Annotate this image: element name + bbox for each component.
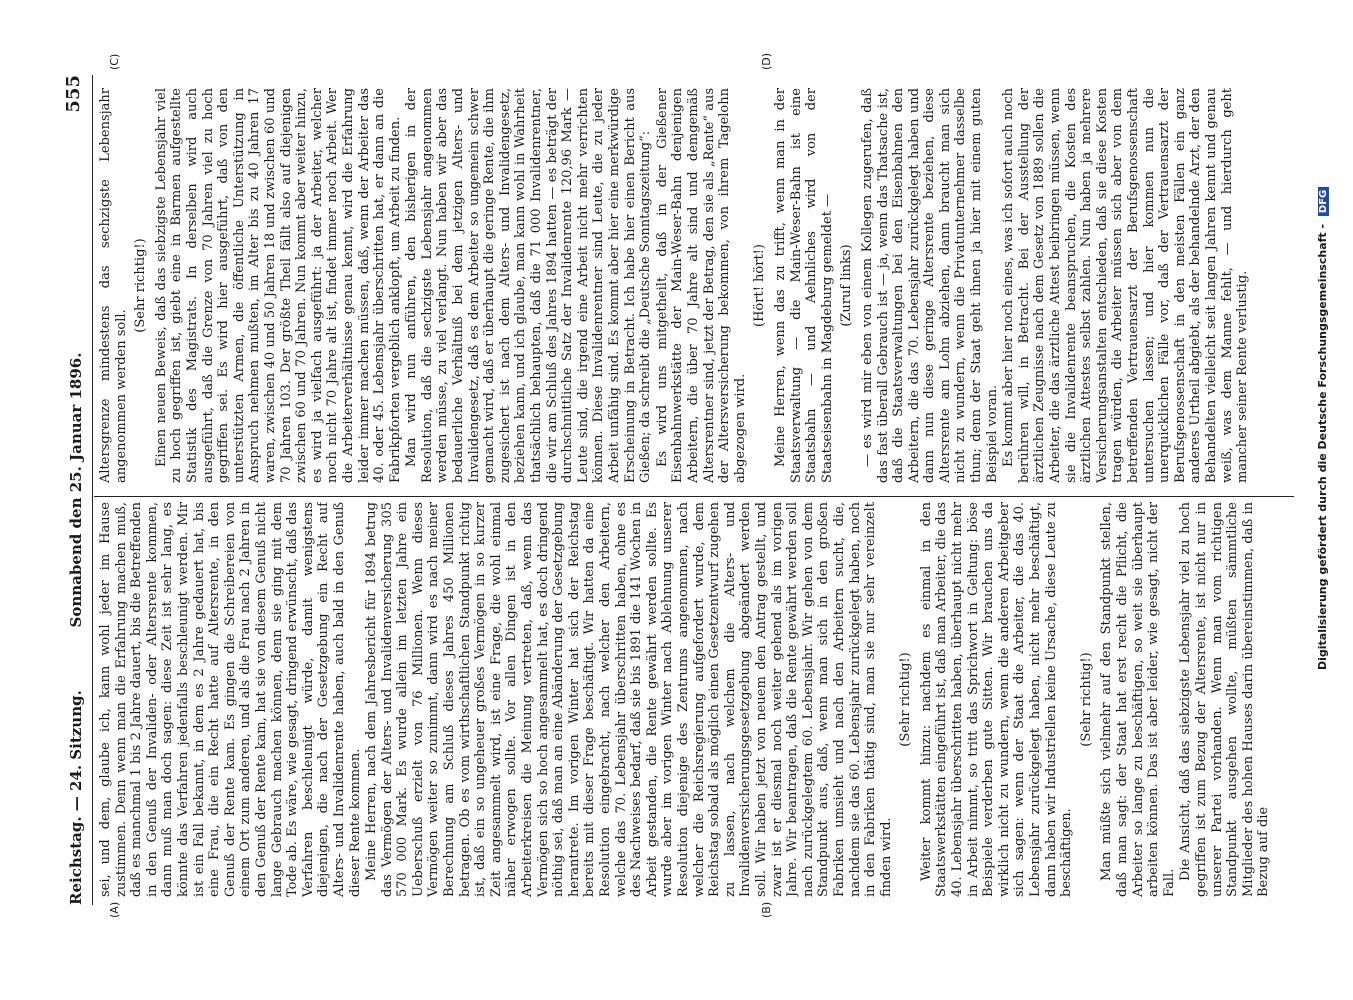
paragraph: Einen neuen Beweis, daß das siebzigste Lebensjahr viel zu hoch gegriffen ist, giebt eine in Barmen aufgestellte Statistik des Magistrats. In derselben wird auch ausgeführt, daß die Grenze von 70 Jahren viel zu hoch gegriffen sei. Es wird hier ausgeführt, daß von den unterstützten Armen, die öffentliche Unterstützung in Anspruch nehmen mußten, im Alter bis zu 40 Jahren 17 waren, zwischen 40 und 50 Jahren 18 und zwischen 60 und 70 Jahren 103. Der größte Theil fällt also auf diejenigen zwischen 60 und 70 Jahren. Nun kommt aber weiter hinzu, es wird ja vielfach ausgeführt: ja der Arbeiter, welcher noch nicht 70 Jahre alt ist, findet immer noch Arbeit. Wer die Arbeiterverhältnisse genau kennt, wird die Erfahrung leider immer machen müssen, daß, wenn der Arbeiter das 40. oder 45. Lebensjahr überschritten hat, er dann an die Fabrikpforten vergeblich anklopft, um Arbeit zu finden. (153, 88, 403, 483)
page-header (63, 75, 89, 905)
header-rule (92, 75, 93, 905)
margin-marker-c: (C) (108, 53, 121, 70)
page-number: 555 (63, 75, 84, 113)
paragraph: Meine Herren, nach dem Jahresbericht für 1894 betrug das Vermögen der Alters- und Invalidenversicherung 305 570 000 Mark. Es wurde allein im letzten Jahre ein Ueberschuß erzielt von 76 Millionen. Wenn dieses Vermögen weiter so zunimmt, dann wird es nach meiner Berechnung am Schluß dieses Jahres 450 Millionen betragen. Ob es vom wirthschaftlichen Standpunkt richtig ist, daß ein so ungeheuer großes Vermögen in so kurzer Zeit angesammelt wird, ist eine Frage, die wohl einmal näher erwogen sollte. Vor allen Dingen ist in den Arbeiterkreisen die Meinung vertreten, daß, wenn das Vermögen sich so hoch angesammelt hat, es doch dringend nöthig sei, daß man an eine Abänderung der Gesetzgebung herantrete. Im vorigen Winter hat sich der Reichstag bereits mit dieser Frage beschäftigt. Wir hatten da eine Resolution eingebracht, nach welcher den Arbeitern, welche das 70. Lebensjahr überschritten haben, ohne es des Nachweises bedarf, daß sie bis 1891 die 141 Wochen in Arbeit gestanden, die Rente gewährt werden sollte. Es wurde aber im vorigen Winter nach Ablehnung unserer Resolution diejenige des Zentrums angenommen, nach welcher die Reichsregierung aufgefordert wurde, dem Reichstag sobald als möglich einen Gesetzentwurf zugehen zu lassen, nach welchem die Alters- und Invalidenversicherungsgesetzgebung abgeändert werden soll. Wir haben jetzt von neuem den Antrag gestellt, und zwar ist er diesmal noch weiter gehend als im vorigen Jahre. Wir beantragen, daß die Rente gewährt werden soll nach zurückgelegtem 60. Lebensjahr. Wir gehen von dem Standpunkt aus, daß, wenn man sich in den großen Fabriken umsieht und nach den Arbeitern sucht, die, nachdem sie das 60. Lebensjahr zurückgelegt haben, noch in den Fabriken thätig sind, man sie nur sehr vereinzelt finden wird. (364, 502, 894, 897)
paragraph: Man müßte sich vielmehr auf den Standpunkt stellen, daß man sagt: der Staat hat erst recht die Pflicht, die Arbeiter so lange zu beschäftigen, so weit sie überhaupt arbeiten können. Das ist aber leider, wie gesagt, nicht der Fall. (1099, 502, 1177, 897)
right-column (98, 88, 1293, 483)
paragraph: Die Ansicht, daß das siebzigste Lebensjahr viel zu hoch gegriffen ist zum Bezug der Altersrente, ist nicht nur in unserer Partei vorhanden. Wenn man vom richtigen Standpunkt ausgehen wollte, müßten sämmtliche Mitglieder des hohen Hauses darin übereinstimmen, daß in Bezug auf die (1178, 502, 1272, 897)
paragraph: Weiter kommt hinzu: nachdem es einmal in den Staatswerkstätten eingeführt ist, daß man Arbeiter, die das 40. Lebensjahr überschritten haben, überhaupt nicht mehr in Arbeit nimmt, so tritt das Sprichwort in Geltung: böse Beispiele verderben gute Sitten. Wir brauchen uns da wirklich nicht zu wundern, wenn die anderen Arbeitgeber sich sagen: wenn der Staat die Arbeiter, die das 40. Lebensjahr zurückgelegt haben, nicht mehr beschäftigt, dann haben wir Industriellen keine Ursache, diese Leute zu beschäftigen. (918, 502, 1075, 897)
paragraph: Man wird nun anführen, den bisherigen in der Resolution, daß die sechzigste Lebensjahr angenommen werden müsse, zu viel verlangt. Nun haben wir aber das bedauerliche Verhältniß bei dem jetzigen Alters- und Invalidengesetz, daß es dem Arbeiter so ungemein schwer gemacht wird, daß er überhaupt die geringe Rente, die ihm zugesichert ist nach dem Alters- und Invalidengesetz, beziehen kann, und ich glaube, man kann wohl in Wahrheit thatsächlich behaupten, daß die 71 000 Invalidenrentner, die wir am Schluß des Jahres 1894 hatten — es beträgt der durchschnittliche Satz der Invalidenrente 120,96 Mark — Leute sind, die irgend eine Arbeit nicht mehr verrichten können. Diese Invalidenrentner sind Leute, die zu jeder Arbeit unfähig sind. Es kommt aber hier eine merkwürdige Erscheinung in Betracht. Ich habe hier einen Bericht aus Gießen; da schreibt die „Deutsche Sonntagszeitung“: (404, 88, 654, 483)
margin-marker-d: (D) (760, 52, 773, 70)
quoted-paragraph: Es wird uns mitgetheilt, daß in der Gießener Eisenbahnwerkstätte der Main-Weser-Bahn denjenigen Arbeitern, die über 70 Jahre alt sind und demgemäß Altersrentner sind, jetzt der Betrag, den sie als „Rente“ aus der Altersversicherung bekommen, von ihrem Tagelohn abgezogen wird. (654, 88, 748, 483)
interjection: (Sehr richtig!) (898, 652, 914, 747)
left-column (98, 502, 1293, 897)
interjection: (Hört! hört!) (752, 244, 768, 327)
interjection: (Sehr richtig!) (133, 238, 149, 333)
interjection: (Sehr richtig!) (1078, 652, 1094, 747)
header-date: Sonnabend den 25. Januar 1896. (67, 352, 85, 628)
paragraph: Altersgrenze mindestens das sechzigste Lebensjahr angenommen werden soll. (98, 88, 129, 483)
column-divider (94, 496, 1294, 497)
digitization-credit (1316, 187, 1329, 670)
credit-text: Digitalisierung gefördert durch die Deutsche Forschungsgemeinschaft - (1316, 223, 1329, 670)
margin-marker-b: (B) (760, 901, 773, 918)
paragraph: Meine Herren, wenn das zu trifft, wenn man in der Staatsverwaltung — die Main-Weser-Bahn ist eine Staatsbahn — und Aehnliches wird von der Staatseisenbahn in Magdeburg gemeldet — (772, 88, 835, 483)
paragraph: Es kommt aber hier noch eines, was ich sofort auch noch berühren will, in Betracht. Bei der Ausstellung der ärztlichen Zeugnisse nach dem Gesetz von 1889 sollen die Arbeiter, die das ärztliche Attest beibringen müssen, wenn sie die Invalidenrente beanspruchen, die Kosten des ärztlichen Attestes selbst zahlen. Nun haben ja mehrere Versicherungsanstalten entschieden, daß sie diese Kosten tragen würden, die Arbeiter müssen sich aber von dem betreffenden Vertrauensarzt der Berufsgenossenschaft untersuchen lassen; und hier kommen nun die unerquicklichen Fälle vor, daß der Vertrauensarzt der Berufsgenossenschaft in den meisten Fällen ein ganz anderes Urtheil abgiebt, als der behandelnde Arzt, der den Behandelten vielleicht seit langen Jahren kennt und genau weiß, was dem Manne fehlt, — und hierdurch geht mancher seiner Rente verlustig. (1001, 88, 1251, 483)
paragraph: sei, und dem, glaube ich, kann wohl jeder im Hause zustimmen. Denn wenn man die Erfahrung machen muß, daß es manchmal 1 bis 2 Jahre dauert, bis die Betreffenden in den Genuß der Invaliden- oder Altersrente kommen, dann muß man doch sagen: diese Zeit ist sehr lang, es könnte das Verfahren jedenfalls beschleunigt werden. Mir ist ein Fall bekannt, in dem es 2 Jahre gedauert hat, bis eine Frau, die ein Recht hatte auf Altersrente, in den Genuß der Rente kam. Es gingen die Schreibereien von einem Ort zum anderen, und als die Frau nach 2 Jahren in den Genuß der Rente kam, hat sie von diesem Genuß nicht lange Gebrauch machen können, denn sie ging mit dem Tode ab. Es wäre, wie gesagt, dringend erwünscht, daß das Verfahren beschleunigt würde, damit wenigstens diejenigen, die nach der Gesetzgebung ein Recht auf Alters- und Invalidenrente haben, auch bald in den Genuß dieser Rente kommen. (98, 502, 363, 897)
dfg-logo: DFG (1318, 187, 1329, 216)
header-session: Reichstag. — 24. Sitzung. (67, 690, 85, 905)
margin-marker-a: (A) (108, 901, 121, 918)
paragraph: — es wird mir eben von einem Kollegen zugerufen, daß das fast überall Gebrauch ist — ja, wenn das Thatsache ist, daß die Staatsverwaltungen bei den Eisenbahnen den Arbeitern, die das 70. Lebensjahr zurückgelegt haben und dann nun diese geringe Altersrente beziehen, diese Altersrente am Lohn abziehen, dann braucht man sich nicht zu wundern, wenn die Privatunternehmer dasselbe thun; denn der Staat geht ihnen ja hier mit einem guten Beispiel voran. (859, 88, 1000, 483)
interjection: (Zuruf links) (839, 244, 855, 327)
